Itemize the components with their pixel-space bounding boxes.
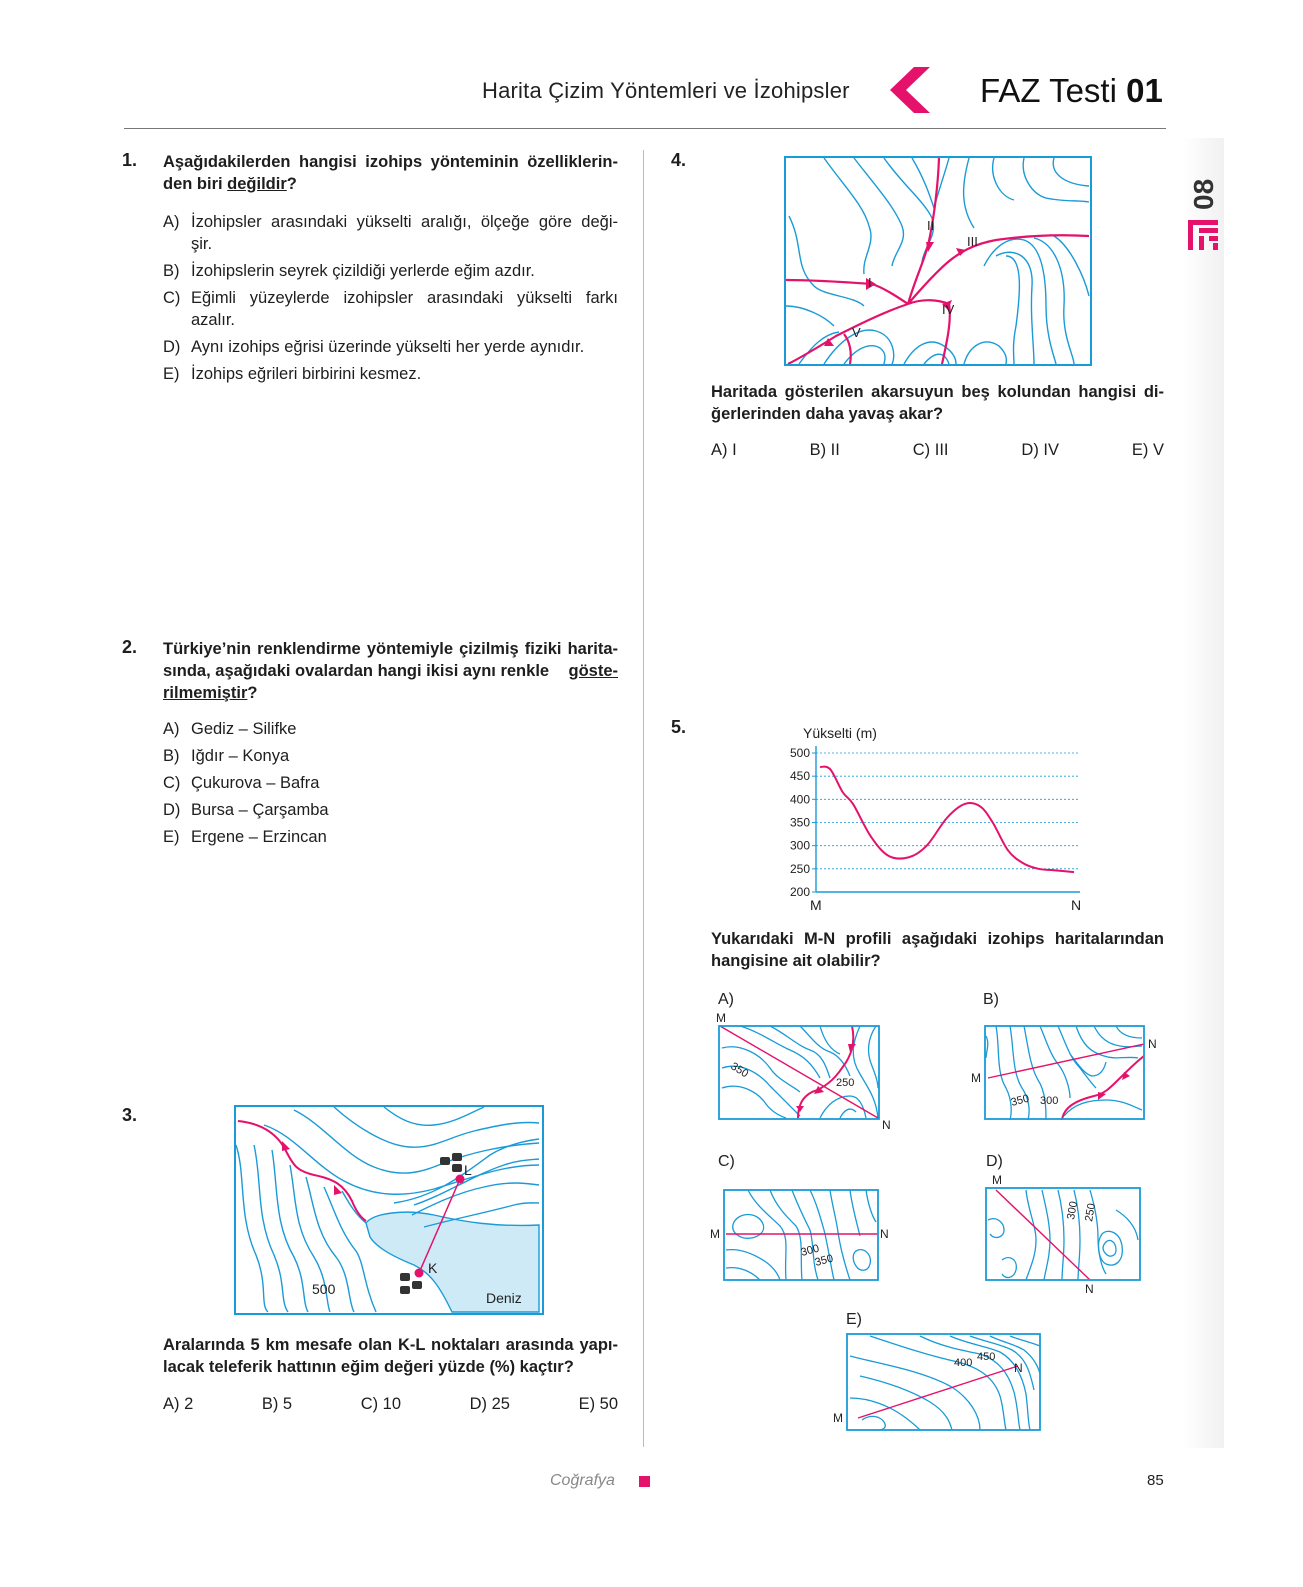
q3-option-a[interactable]: A) 2 [163, 1395, 194, 1413]
q5-profile-chart [770, 720, 1100, 920]
q5-d-n: N [1085, 1282, 1094, 1296]
q4-river-map [784, 156, 1092, 366]
q5-e-n: N [1014, 1361, 1023, 1375]
q5-a-v2: 250 [836, 1077, 855, 1089]
x-tick-m: M [810, 897, 822, 913]
q4-option-b[interactable]: B) II [809, 441, 840, 459]
y-tick-label: 500 [789, 746, 810, 760]
q5-a-v1: 350 [728, 1060, 751, 1081]
q5-a-letter: A) [718, 991, 734, 1008]
q3-option-c[interactable]: C) 10 [360, 1395, 402, 1413]
q5-d-letter: D) [986, 1153, 1003, 1170]
q5-option-c-map[interactable] [700, 1150, 900, 1288]
q5-e-v2: 450 [977, 1351, 996, 1363]
chevron-left-icon [888, 67, 932, 113]
q1-option-c[interactable]: C) Eğimli yüzeylerde izohipsler arasındaki yükselti farkı azalır. [163, 289, 618, 329]
q5-c-n: N [880, 1227, 889, 1241]
side-code: 08 [1188, 178, 1219, 210]
q5-b-n: N [1148, 1037, 1157, 1051]
q5-b-letter: B) [983, 991, 999, 1008]
q1-options [163, 211, 618, 385]
y-tick-label: 450 [789, 769, 810, 784]
q5-text: Yukarıdaki M-N profili aşağıdaki izohips haritalarından hangisine ait olabilir? [711, 930, 1164, 970]
footer-square-icon [639, 1476, 650, 1487]
q2-options [163, 718, 329, 848]
footer-subject: Coğrafya [550, 1472, 615, 1489]
q3-option-d[interactable]: D) 25 [469, 1395, 510, 1413]
q5-b-v2: 300 [1040, 1095, 1059, 1107]
q2-number: 2. [122, 637, 138, 657]
q5-a-n: N [882, 1118, 891, 1132]
q4-label-iv: IV [942, 302, 955, 317]
q4-option-c[interactable]: C) III [912, 441, 949, 459]
q1-text: Aşağıdakilerden hangisi izohips yönteminin özelliklerin- den biri değildir? [163, 153, 618, 193]
q5-b-m: M [971, 1071, 981, 1085]
q3-options [163, 1395, 618, 1414]
q5-b-v1: 350 [1009, 1092, 1031, 1109]
q5-option-a-map[interactable] [700, 988, 900, 1136]
q2-text: Türkiye’nin renklendirme yöntemiyle çizilmiş fiziki harita- sında, aşağıdaki ovalardan hangi ikisi aynı renkle göste- rilmemiştir? [163, 640, 618, 702]
q2-option-d[interactable]: D) Bursa – Çarşamba [163, 801, 329, 819]
y-tick-label: 250 [789, 861, 810, 876]
q4-option-d[interactable]: D) IV [1021, 441, 1059, 459]
q3-contour-map [234, 1105, 544, 1315]
q4-option-a[interactable]: A) I [711, 441, 737, 459]
q5-option-e-map[interactable] [830, 1306, 1050, 1436]
q4-options [711, 441, 1164, 460]
q3-label-k: K [428, 1260, 438, 1276]
chapter-title: Harita Çizim Yöntemleri ve İzohipsler [482, 78, 850, 103]
faz-logo-icon [1185, 148, 1221, 256]
q4-label-ii: II [927, 218, 935, 233]
q2-option-a[interactable]: A) Gediz – Silifke [163, 720, 297, 738]
chart-ylabel: Yükselti (m) [803, 725, 877, 741]
y-tick-label: 300 [789, 838, 810, 853]
series-line-profile [820, 767, 1074, 872]
test-title: FAZ Testi 01 [980, 72, 1163, 109]
q4-number: 4. [671, 150, 687, 170]
q4-label-iii: III [967, 234, 978, 249]
q5-d-v2: 250 [1083, 1202, 1099, 1223]
q3-option-e[interactable]: E) 50 [578, 1395, 618, 1413]
x-tick-n: N [1071, 897, 1082, 913]
q3-label-sea: Deniz [486, 1290, 522, 1306]
q5-d-m: M [992, 1173, 1002, 1187]
q2-option-e[interactable]: E) Ergene – Erzincan [163, 828, 327, 846]
q4-label-v: V [852, 325, 861, 340]
q4-text: Haritada gösterilen akarsuyun beş kolundan hangisi di- ğerlerinden daha yavaş akar? [711, 383, 1164, 423]
q5-d-v1: 300 [1065, 1200, 1081, 1221]
q5-number: 5. [671, 717, 687, 737]
q4-label-i: I [868, 275, 872, 290]
q3-option-b[interactable]: B) 5 [261, 1395, 293, 1413]
side-strip [1182, 138, 1224, 1448]
q1-option-b[interactable]: B) İzohipslerin seyrek çizildiği yerlerde eğim azdır. [163, 262, 535, 280]
q5-c-letter: C) [718, 1153, 735, 1170]
q2-option-b[interactable]: B) Iğdır – Konya [163, 747, 290, 765]
q1-number: 1. [122, 150, 138, 170]
page-number: 85 [1147, 1472, 1164, 1489]
column-divider [643, 150, 644, 1447]
q1-option-d[interactable]: D) Aynı izohips eğrisi üzerinde yükselti her yerde aynıdır. [163, 338, 585, 356]
q5-c-m: M [710, 1227, 720, 1241]
y-tick-label: 400 [789, 792, 810, 807]
q5-c-v2: 350 [813, 1252, 835, 1269]
y-tick-label: 350 [789, 815, 810, 830]
q3-number: 3. [122, 1105, 138, 1125]
q2-option-c[interactable]: C) Çukurova – Bafra [163, 774, 320, 792]
q3-label-l: L [464, 1162, 472, 1178]
q5-option-b-map[interactable] [966, 988, 1166, 1136]
q5-a-m: M [716, 1011, 726, 1025]
q5-e-letter: E) [846, 1311, 862, 1328]
header-rule [124, 128, 1166, 129]
q3-label-elevation: 500 [312, 1281, 336, 1297]
q5-e-v1: 400 [954, 1357, 973, 1369]
q5-c-v1: 300 [799, 1242, 821, 1259]
q1-option-a[interactable]: A) İzohipsler arasındaki yükselti aralığı, ölçeğe göre deği- şir. [163, 213, 618, 253]
y-tick-label: 200 [789, 885, 810, 899]
q4-option-e[interactable]: E) V [1131, 441, 1164, 459]
q1-option-e[interactable]: E) İzohips eğrileri birbirini kesmez. [163, 365, 422, 383]
q5-e-m: M [833, 1411, 843, 1425]
q5-option-d-map[interactable] [966, 1150, 1166, 1298]
q3-text: Aralarında 5 km mesafe olan K-L noktaları arasında yapı- lacak teleferik hattının eğim değeri yüzde (%) kaçtır? [163, 1336, 618, 1376]
